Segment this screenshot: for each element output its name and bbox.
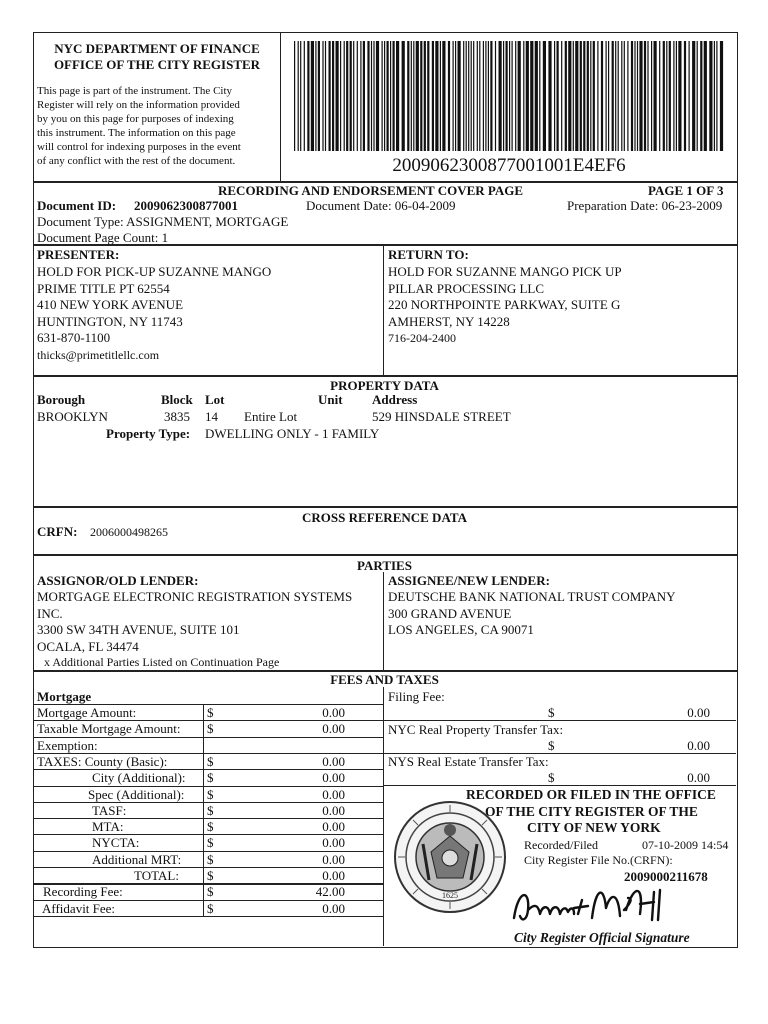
barcode-bar <box>350 41 352 151</box>
barcode-bar <box>393 41 395 151</box>
fee-row-label: City (Additional): <box>92 770 186 786</box>
barcode-bar <box>554 41 555 151</box>
nys-transfer-tax-label: NYS Real Estate Transfer Tax: <box>388 754 549 769</box>
fee-row-label: MTA: <box>92 819 124 835</box>
barcode-bar <box>427 41 429 151</box>
return-to-line: 220 NORTHPOINTE PARKWAY, SUITE G <box>388 297 621 312</box>
barcode-bar <box>575 41 578 151</box>
presenter-label: PRESENTER: <box>37 247 120 262</box>
barcode-bar <box>463 41 464 151</box>
fee-row-currency: $ <box>207 851 214 867</box>
barcode-bar <box>490 41 492 151</box>
barcode-bar <box>373 41 374 151</box>
preparation-date: Preparation Date: 06-23-2009 <box>567 198 723 213</box>
barcode-bar <box>515 41 516 151</box>
barcode-bar <box>483 41 484 151</box>
mortgage-section-label: Mortgage <box>37 689 92 704</box>
barcode-bar <box>631 41 633 151</box>
barcode-bar <box>597 41 598 151</box>
barcode-bar <box>523 41 524 151</box>
barcode-bar <box>654 41 657 151</box>
barcode-bar <box>471 41 472 151</box>
barcode-bar <box>300 41 301 151</box>
barcode-bar <box>512 41 513 151</box>
barcode-bar <box>473 41 474 151</box>
barcode-bar <box>346 41 348 151</box>
fee-row-amount: 0.00 <box>322 770 345 786</box>
presenter-line: 410 NEW YORK AVENUE <box>37 297 184 312</box>
presenter-line: HOLD FOR PICK-UP SUZANNE MANGO <box>37 264 272 279</box>
filing-fee-currency: $ <box>548 705 555 720</box>
barcode-bar <box>526 41 529 151</box>
barcode-bar <box>637 41 638 151</box>
document-page-count: Document Page Count: 1 <box>37 230 169 245</box>
fee-row-amount: 0.00 <box>322 851 345 867</box>
recorded-office-line2: OF THE CITY REGISTER OF THE <box>485 804 698 819</box>
assignor-address <box>37 589 352 655</box>
barcode-bar <box>318 41 320 151</box>
barcode-bar <box>565 41 567 151</box>
fee-row-amount: 0.00 <box>322 705 345 720</box>
barcode-bar <box>432 41 434 151</box>
barcode-bar <box>466 41 467 151</box>
barcode-bar <box>548 41 551 151</box>
fee-rule <box>383 785 736 786</box>
barcode-bar <box>714 41 715 151</box>
nys-transfer-tax-amount: 0.00 <box>687 770 710 785</box>
barcode-bar <box>298 41 299 151</box>
page-indicator: PAGE 1 OF 3 <box>648 183 724 198</box>
barcode-bar <box>518 41 521 151</box>
barcode-bar <box>448 41 450 151</box>
barcode-bar <box>376 41 379 151</box>
barcode-bar <box>606 41 607 151</box>
barcode-bar <box>495 41 496 151</box>
barcode-bar <box>663 41 665 151</box>
barcode-bar <box>435 41 438 151</box>
barcode-bar <box>468 41 469 151</box>
notice-line: of any conflict with the rest of the document. <box>37 155 236 167</box>
fee-row-currency: $ <box>207 884 214 900</box>
barcode-bar <box>407 41 409 151</box>
parties-title: PARTIES <box>357 558 412 573</box>
fee-row-amount: 0.00 <box>322 835 345 851</box>
lot-type-value: Entire Lot <box>244 409 298 424</box>
indexing-notice <box>37 84 277 168</box>
official-signature <box>508 880 678 930</box>
barcode-bar <box>455 41 456 151</box>
barcode-bar <box>618 41 619 151</box>
barcode-bar <box>704 41 707 151</box>
fee-row-currency: $ <box>207 786 214 802</box>
fee-rule <box>383 720 736 721</box>
fee-row-label: TOTAL: <box>134 868 179 883</box>
crfn-value: 2006000498265 <box>90 525 168 539</box>
fee-row-currency: $ <box>207 835 214 851</box>
barcode-bar <box>709 41 712 151</box>
barcode-bar <box>697 41 698 151</box>
barcode-bar <box>669 41 671 151</box>
fee-row-currency: $ <box>207 770 214 786</box>
fee-row-amount: 42.00 <box>315 884 345 900</box>
barcode-bar <box>458 41 461 151</box>
barcode-bar <box>382 41 383 151</box>
barcode-bar <box>396 41 399 151</box>
barcode-bar <box>573 41 574 151</box>
barcode-bar <box>322 41 323 151</box>
barcode-bar <box>678 41 681 151</box>
barcode-bar <box>593 41 595 151</box>
barcode-bar <box>307 41 309 151</box>
barcode-bar <box>608 41 609 151</box>
nyc-transfer-tax-currency: $ <box>548 738 555 753</box>
block-label: Block <box>161 392 193 407</box>
fee-row-label: TASF: <box>92 802 127 818</box>
assignor-line: INC. <box>37 605 63 621</box>
barcode-bar <box>689 41 690 151</box>
fee-row-amount: 0.00 <box>322 721 345 737</box>
assignor-line: MORTGAGE ELECTRONIC REGISTRATION SYSTEMS <box>37 589 353 604</box>
barcode-bar <box>371 41 372 151</box>
barcode-bar <box>624 41 625 151</box>
recorded-office-line1: RECORDED OR FILED IN THE OFFICE <box>466 787 716 802</box>
barcode-bar <box>615 41 616 151</box>
lot-value: 14 <box>205 409 218 424</box>
barcode-bar <box>387 41 389 151</box>
presenter-divider <box>383 244 384 375</box>
fee-row-currency: $ <box>207 819 214 835</box>
barcode-bar <box>716 41 717 151</box>
barcode-bar <box>440 41 441 151</box>
filing-fee-amount: 0.00 <box>687 705 710 720</box>
barcode-bar <box>424 41 426 151</box>
barcode-bar <box>568 41 571 151</box>
barcode-bar <box>503 41 504 151</box>
assignee-label: ASSIGNEE/NEW LENDER: <box>388 573 550 588</box>
fee-row-amount: 0.00 <box>322 753 345 769</box>
fee-row-label: Affidavit Fee: <box>42 900 116 916</box>
barcode-bar <box>651 41 652 151</box>
city-seal-image <box>393 800 507 914</box>
fee-row-currency: $ <box>207 900 214 916</box>
additional-parties-note: x Additional Parties Listed on Continuation Page <box>44 655 280 669</box>
assignee-line: 300 GRAND AVENUE <box>388 605 512 621</box>
signature-caption: City Register Official Signature <box>514 930 690 945</box>
nyc-transfer-tax-amount: 0.00 <box>687 738 710 753</box>
fee-row-amount: 0.00 <box>322 819 345 835</box>
barcode-bar <box>692 41 695 151</box>
return-to-address <box>388 264 622 347</box>
recording-fee-rule <box>33 883 383 885</box>
fee-row-currency: $ <box>207 705 214 720</box>
barcode-bar <box>413 41 414 151</box>
barcode <box>292 41 726 151</box>
barcode-bar <box>294 41 295 151</box>
fee-row-label: Mortgage Amount: <box>37 705 137 720</box>
city-register-file-label: City Register File No.(CRFN): <box>524 853 673 867</box>
barcode-bar <box>485 41 486 151</box>
barcode-bar <box>634 41 635 151</box>
barcode-bar <box>360 41 361 151</box>
header-divider <box>280 32 281 181</box>
barcode-bar <box>442 41 445 151</box>
fee-row-label: Recording Fee: <box>43 884 123 900</box>
address-value: 529 HINSDALE STREET <box>372 409 511 424</box>
barcode-bar <box>453 41 454 151</box>
barcode-bar <box>590 41 591 151</box>
document-type: Document Type: ASSIGNMENT, MORTGAGE <box>37 214 289 229</box>
recorded-filed-date: 07-10-2009 14:54 <box>642 838 729 852</box>
address-label: Address <box>372 392 418 407</box>
barcode-bar <box>315 41 316 151</box>
fee-row-label: Additional MRT: <box>92 851 182 867</box>
parties-divider <box>383 572 384 670</box>
barcode-bar <box>535 41 538 151</box>
barcode-bar <box>367 41 369 151</box>
return-to-line: HOLD FOR SUZANNE MANGO PICK UP <box>388 264 622 279</box>
barcode-bar <box>488 41 489 151</box>
fee-row-label: Spec (Additional): <box>88 786 185 802</box>
fee-row-currency: $ <box>207 753 214 769</box>
barcode-bar <box>329 41 331 151</box>
barcode-bar <box>325 41 326 151</box>
barcode-bar <box>384 41 385 151</box>
borough-label: Borough <box>37 392 86 407</box>
property-data-title: PROPERTY DATA <box>330 378 439 393</box>
presenter-line: HUNTINGTON, NY 11743 <box>37 313 183 329</box>
unit-label: Unit <box>318 392 343 407</box>
assignee-line: LOS ANGELES, CA 90071 <box>388 622 534 637</box>
fee-row-amount: 0.00 <box>322 786 345 802</box>
return-to-label: RETURN TO: <box>388 247 469 262</box>
barcode-bar <box>340 41 341 151</box>
nys-transfer-tax-currency: $ <box>548 770 555 785</box>
barcode-bar <box>580 41 582 151</box>
svg-text:1625: 1625 <box>442 891 458 900</box>
fee-row-amount: 0.00 <box>322 868 345 883</box>
barcode-bar <box>304 41 305 151</box>
barcode-bar <box>644 41 646 151</box>
barcode-bar <box>659 41 660 151</box>
barcode-bar <box>543 41 546 151</box>
notice-line: this instrument. The information on this page <box>37 127 236 139</box>
barcode-bar <box>332 41 334 151</box>
document-date: Document Date: 06-04-2009 <box>306 198 456 213</box>
barcode-bar <box>509 41 510 151</box>
filing-fee-label: Filing Fee: <box>388 689 445 704</box>
notice-line: This page is part of the instrument. The City <box>37 85 233 97</box>
fee-row-label: NYCTA: <box>92 835 140 851</box>
nyc-transfer-tax-label: NYC Real Property Transfer Tax: <box>388 722 564 737</box>
cover-title: RECORDING AND ENDORSEMENT COVER PAGE <box>218 183 524 198</box>
fees-title: FEES AND TAXES <box>330 672 439 687</box>
barcode-bar <box>621 41 622 151</box>
barcode-bar <box>311 41 314 151</box>
notice-line: by you on this page for purposes of indexing <box>37 113 234 125</box>
fee-row-currency: $ <box>207 802 214 818</box>
barcode-bar <box>700 41 702 151</box>
barcode-bar <box>647 41 648 151</box>
fee-row-rule <box>33 916 383 917</box>
assignee-address <box>388 589 675 639</box>
assignor-line: 3300 SW 34TH AVENUE, SUITE 101 <box>37 622 240 637</box>
barcode-bar <box>557 41 559 151</box>
barcode-bar <box>627 41 628 151</box>
barcode-bar <box>420 41 422 151</box>
barcode-bar <box>673 41 674 151</box>
barcode-bar <box>390 41 391 151</box>
barcode-bar <box>363 41 365 151</box>
fee-row-currency: $ <box>207 721 214 737</box>
property-type-label: Property Type: <box>106 426 191 441</box>
city-register-file-number: 2009000211678 <box>624 869 708 884</box>
barcode-bar <box>539 41 540 151</box>
barcode-bar <box>499 41 502 151</box>
recorded-filed-label: Recorded/Filed <box>524 838 598 852</box>
dept-title-line2: OFFICE OF THE CITY REGISTER <box>53 57 261 72</box>
document-id: 2009062300877001 <box>134 198 238 213</box>
fee-row-label: TAXES: County (Basic): <box>37 753 168 769</box>
barcode-bar <box>402 41 405 151</box>
return-to-line: AMHERST, NY 14228 <box>388 313 510 329</box>
fee-table-col-line <box>383 704 384 917</box>
fee-row-currency: $ <box>207 868 214 883</box>
notice-line: will control for indexing purposes in the event <box>37 141 241 153</box>
cross-reference-title: CROSS REFERENCE DATA <box>302 510 467 525</box>
barcode-bar <box>676 41 677 151</box>
barcode-bar <box>344 41 345 151</box>
presenter-email: thicks@primetitlellc.com <box>37 347 160 362</box>
presenter-address <box>37 264 271 363</box>
barcode-bar <box>479 41 480 151</box>
barcode-bar <box>666 41 667 151</box>
assignor-label: ASSIGNOR/OLD LENDER: <box>37 573 199 588</box>
presenter-line: PRIME TITLE PT 62554 <box>37 280 170 296</box>
recorded-office-line3: CITY OF NEW YORK <box>527 820 661 835</box>
fee-row-amount: 0.00 <box>322 900 345 916</box>
barcode-bar <box>583 41 585 151</box>
barcode-bar <box>684 41 686 151</box>
barcode-bar <box>612 41 614 151</box>
assignee-line: DEUTSCHE BANK NATIONAL TRUST COMPANY <box>388 589 676 604</box>
notice-line: Register will rely on the information provided <box>37 99 240 111</box>
block-value: 3835 <box>164 409 190 424</box>
barcode-number: 2009062300877001001E4EF6 <box>392 155 626 176</box>
barcode-bar <box>587 41 589 151</box>
fee-row-amount: 0.00 <box>322 802 345 818</box>
document-id-label: Document ID: <box>37 198 117 213</box>
barcode-bar <box>353 41 354 151</box>
property-type-value: DWELLING ONLY - 1 FAMILY <box>205 426 380 441</box>
fee-row-label: Exemption: <box>37 737 98 753</box>
barcode-bar <box>477 41 478 151</box>
return-to-line: 716-204-2400 <box>388 331 456 345</box>
dept-title-line1: NYC DEPARTMENT OF FINANCE <box>54 41 260 56</box>
barcode-bar <box>506 41 508 151</box>
barcode-bar <box>720 41 723 151</box>
barcode-bar <box>336 41 339 151</box>
borough-value: BROOKLYN <box>37 409 108 424</box>
crfn-label: CRFN: <box>37 524 78 539</box>
assignor-line: OCALA, FL 34474 <box>37 638 139 654</box>
barcode-bar <box>530 41 533 151</box>
fee-row-label: Taxable Mortgage Amount: <box>37 721 181 737</box>
return-to-line: PILLAR PROCESSING LLC <box>388 280 545 296</box>
barcode-bar <box>416 41 419 151</box>
presenter-line: 631-870-1100 <box>37 330 111 345</box>
lot-label: Lot <box>205 392 225 407</box>
barcode-bar <box>357 41 358 151</box>
barcode-bar <box>639 41 642 151</box>
barcode-bar <box>561 41 562 151</box>
barcode-bar <box>601 41 603 151</box>
barcode-bar <box>411 41 412 151</box>
